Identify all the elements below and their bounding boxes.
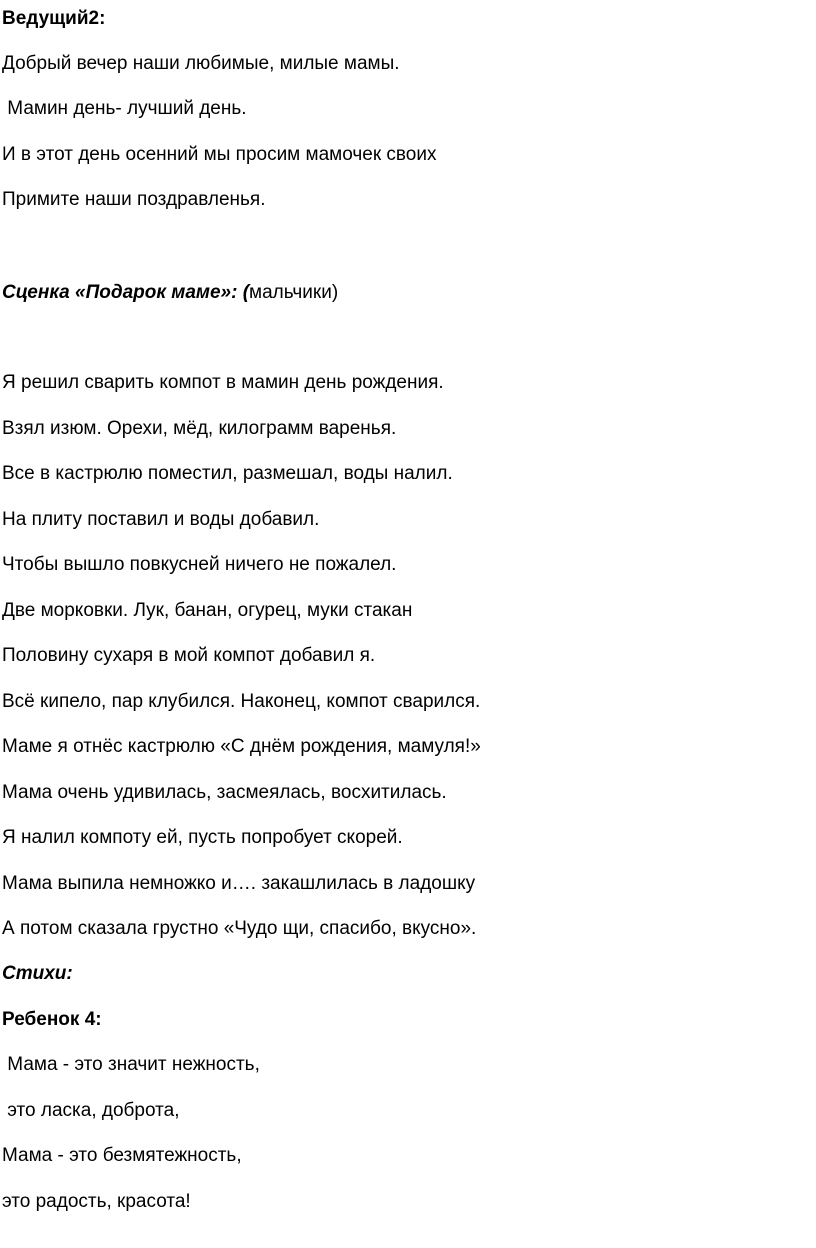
scene-line: На плиту поставил и воды добавил. bbox=[2, 509, 320, 530]
scene-heading bbox=[2, 281, 338, 305]
scene-line: А потом сказала грустно «Чудо щи, спасибо, вкусно». bbox=[2, 918, 477, 939]
scene-line: Половину сухаря в мой компот добавил я. bbox=[2, 645, 376, 666]
scene-title: Сценка «Подарок маме»: ( bbox=[2, 282, 250, 303]
scene-line: Мама выпила немножко и…. закашлилась в ладошку bbox=[2, 873, 476, 894]
poem-line: это радость, красота! bbox=[2, 1191, 191, 1212]
scene-line: Маме я отнёс кастрюлю «С днём рождения, мамуля!» bbox=[2, 736, 481, 757]
poem-line: это ласка, доброта, bbox=[2, 1100, 180, 1121]
scene-line: Чтобы вышло повкусней ничего не пожалел. bbox=[2, 554, 397, 575]
speaker-host2: Ведущий2: bbox=[2, 8, 106, 29]
scene-line: Всё кипело, пар клубился. Наконец, компот сварился. bbox=[2, 691, 481, 712]
scene-cast-close: ) bbox=[331, 282, 339, 303]
scene-line: Я решил сварить компот в мамин день рождения. bbox=[2, 372, 444, 393]
scene-line: Я налил компоту ей, пусть попробует скорей. bbox=[2, 827, 403, 848]
poems-heading: Стихи: bbox=[2, 963, 73, 984]
host-line: И в этот день осенний мы просим мамочек своих bbox=[2, 144, 437, 165]
scene-line: Две морковки. Лук, банан, огурец, муки стакан bbox=[2, 600, 413, 621]
host-line: Добрый вечер наши любимые, милые мамы. bbox=[2, 53, 400, 74]
scene-line: Мама очень удивилась, засмеялась, восхитилась. bbox=[2, 782, 447, 803]
poem-line: Мама - это значит нежность, bbox=[2, 1054, 260, 1075]
scene-cast: мальчики bbox=[249, 282, 332, 303]
scene-line: Все в кастрюлю поместил, размешал, воды налил. bbox=[2, 463, 453, 484]
host-line: Мамин день- лучший день. bbox=[2, 98, 247, 119]
host-line: Примите наши поздравленья. bbox=[2, 189, 266, 210]
poem-line: Мама - это безмятежность, bbox=[2, 1145, 242, 1166]
speaker-child4: Ребенок 4: bbox=[2, 1009, 102, 1030]
scene-line: Взял изюм. Орехи, мёд, килограмм варенья. bbox=[2, 418, 397, 439]
